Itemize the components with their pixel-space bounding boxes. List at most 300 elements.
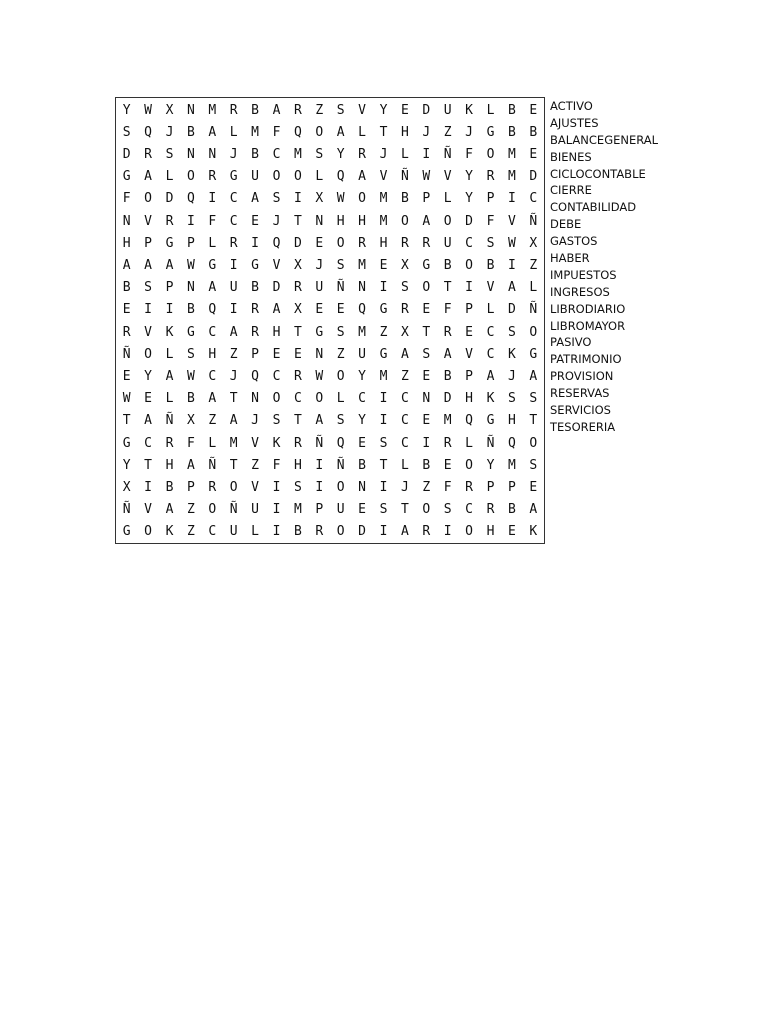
- grid-cell: Z: [443, 124, 452, 140]
- grid-cell: M: [379, 368, 388, 384]
- grid-cell: B: [507, 102, 516, 118]
- grid-cell: G: [529, 346, 538, 362]
- grid-cell: T: [293, 324, 302, 340]
- grid-cell: E: [422, 413, 431, 429]
- grid-cell: A: [208, 280, 217, 296]
- grid-cell: F: [122, 191, 131, 207]
- grid-cell: J: [229, 368, 238, 384]
- grid-cell: O: [400, 213, 409, 229]
- grid-cell: T: [144, 457, 152, 473]
- grid-cell: L: [443, 191, 452, 207]
- grid-cell: P: [507, 479, 516, 495]
- grid-cell: N: [422, 391, 431, 407]
- grid-cell: Y: [122, 102, 131, 118]
- grid-cell: I: [272, 502, 281, 518]
- grid-cell: S: [529, 391, 538, 407]
- grid-cell: A: [229, 413, 238, 429]
- grid-cell: N: [186, 280, 195, 296]
- grid-cell: W: [122, 391, 131, 407]
- grid-cell: Q: [465, 413, 473, 429]
- grid-cell: G: [122, 524, 131, 540]
- grid-cell: M: [208, 102, 217, 118]
- grid-cell: G: [229, 169, 238, 185]
- grid-cell: I: [293, 191, 302, 207]
- grid-cell: O: [465, 457, 473, 473]
- grid-cell: J: [400, 479, 409, 495]
- word-list-item: LIBROMAYOR: [550, 318, 626, 333]
- grid-cell: E: [315, 235, 324, 251]
- grid-cell: J: [229, 146, 238, 162]
- grid-cell: P: [315, 502, 324, 518]
- grid-cell: S: [336, 102, 345, 118]
- grid-cell: Q: [186, 191, 195, 207]
- grid-cell: C: [208, 524, 217, 540]
- grid-cell: R: [486, 502, 495, 518]
- grid-cell: S: [165, 146, 174, 162]
- grid-cell: I: [422, 146, 431, 162]
- grid-cell: M: [507, 169, 516, 185]
- grid-cell: F: [486, 213, 495, 229]
- grid-cell: U: [251, 502, 259, 518]
- grid-cell: L: [358, 124, 366, 140]
- grid-cell: S: [336, 257, 345, 273]
- grid-cell: H: [507, 413, 516, 429]
- grid-cell: L: [465, 435, 473, 451]
- grid-cell: V: [507, 213, 516, 229]
- grid-cell: V: [465, 346, 473, 362]
- grid-cell: B: [507, 502, 516, 518]
- grid-cell: D: [272, 280, 281, 296]
- grid-cell: R: [358, 235, 366, 251]
- grid-cell: W: [186, 257, 195, 273]
- grid-cell: H: [208, 346, 217, 362]
- grid-cell: E: [529, 102, 538, 118]
- grid-cell: Q: [251, 368, 259, 384]
- grid-cell: C: [486, 324, 495, 340]
- grid-cell: C: [272, 146, 281, 162]
- grid-cell: O: [336, 368, 345, 384]
- grid-cell: D: [358, 524, 366, 540]
- grid-cell: B: [186, 124, 195, 140]
- grid-cell: P: [422, 191, 431, 207]
- grid-cell: A: [422, 213, 431, 229]
- grid-cell: A: [315, 413, 324, 429]
- grid-cell: A: [186, 457, 195, 473]
- grid-cell: B: [251, 102, 259, 118]
- grid-cell: T: [293, 213, 302, 229]
- grid-cell: O: [186, 169, 195, 185]
- grid-cell: Y: [336, 146, 345, 162]
- grid-cell: B: [251, 146, 259, 162]
- grid-cell: C: [465, 502, 473, 518]
- grid-cell: R: [358, 146, 366, 162]
- grid-cell: S: [144, 280, 152, 296]
- grid-cell: R: [422, 235, 431, 251]
- grid-cell: G: [122, 435, 131, 451]
- grid-cell: O: [208, 502, 217, 518]
- grid-cell: C: [358, 391, 366, 407]
- grid-cell: R: [400, 302, 409, 318]
- grid-cell: B: [358, 457, 366, 473]
- grid-cell: Z: [529, 257, 538, 273]
- grid-cell: F: [272, 124, 281, 140]
- grid-cell: X: [315, 191, 324, 207]
- grid-cell: T: [443, 280, 452, 296]
- grid-cell: F: [465, 146, 473, 162]
- word-list-item: RESERVAS: [550, 386, 610, 401]
- grid-cell: P: [465, 368, 473, 384]
- grid-cell: H: [400, 124, 409, 140]
- grid-cell: K: [165, 524, 174, 540]
- grid-cell: T: [122, 413, 131, 429]
- grid-cell: V: [486, 280, 495, 296]
- grid-cell: O: [144, 346, 152, 362]
- word-list: [550, 98, 658, 436]
- grid-cell: E: [422, 302, 431, 318]
- grid-cell: S: [186, 346, 195, 362]
- grid-cell: F: [272, 457, 281, 473]
- grid-cell: R: [443, 435, 452, 451]
- grid-cell: R: [486, 169, 495, 185]
- grid-cell: S: [486, 235, 495, 251]
- grid-cell: S: [293, 479, 302, 495]
- grid-cell: E: [293, 346, 302, 362]
- grid-cell: B: [293, 524, 302, 540]
- grid-cell: N: [251, 391, 259, 407]
- grid-cell: I: [443, 524, 452, 540]
- grid-cell: V: [251, 435, 259, 451]
- grid-cell: Z: [229, 346, 238, 362]
- grid-cell: I: [251, 235, 259, 251]
- grid-cell: S: [379, 502, 388, 518]
- grid-cell: R: [144, 146, 152, 162]
- grid-cell: N: [358, 280, 366, 296]
- grid-cell: O: [144, 191, 152, 207]
- grid-cell: U: [358, 346, 366, 362]
- grid-cell: A: [144, 413, 152, 429]
- grid-cell: E: [358, 502, 366, 518]
- grid-cell: I: [144, 302, 152, 318]
- grid-cell: X: [293, 257, 302, 273]
- grid-cell: B: [122, 280, 131, 296]
- grid-cell: F: [443, 479, 452, 495]
- word-list-item: ACTIVO: [550, 99, 593, 113]
- grid-cell: L: [336, 391, 345, 407]
- grid-cell: Q: [336, 169, 345, 185]
- grid-cell: O: [486, 146, 495, 162]
- grid-cell: O: [272, 169, 281, 185]
- grid-cell: O: [443, 213, 452, 229]
- grid-cell: L: [165, 169, 174, 185]
- grid-cell: J: [272, 213, 281, 229]
- grid-cell: E: [358, 435, 366, 451]
- grid-cell: R: [165, 213, 174, 229]
- grid-cell: R: [293, 280, 302, 296]
- grid-cell: M: [251, 124, 259, 140]
- word-list-item: BALANCEGENERAL: [550, 132, 659, 147]
- grid-cell: E: [315, 302, 324, 318]
- grid-cell: O: [358, 191, 366, 207]
- grid-cell: D: [529, 169, 538, 185]
- grid-cell: M: [443, 413, 452, 429]
- grid-cell: J: [379, 146, 388, 162]
- grid-cell: M: [229, 435, 238, 451]
- grid-cell: D: [507, 302, 516, 318]
- grid-cell: C: [293, 391, 302, 407]
- grid-cell: E: [507, 524, 516, 540]
- grid-cell: A: [208, 124, 217, 140]
- grid-cell: E: [379, 257, 388, 273]
- grid-cell: T: [379, 457, 388, 473]
- grid-cell: I: [315, 479, 324, 495]
- grid-cell: I: [379, 280, 388, 296]
- grid-cell: G: [486, 413, 495, 429]
- grid-cell: X: [293, 302, 302, 318]
- grid-cell: S: [315, 146, 324, 162]
- grid-cell: A: [165, 368, 174, 384]
- grid-cell: J: [422, 124, 431, 140]
- grid-cell: S: [507, 324, 516, 340]
- grid-cell: O: [315, 391, 324, 407]
- grid-cell: Ñ: [122, 502, 131, 518]
- grid-cell: M: [507, 146, 516, 162]
- word-list-item: IMPUESTOS: [550, 267, 617, 282]
- grid-cell: A: [122, 257, 131, 273]
- grid-cell: P: [486, 479, 495, 495]
- grid-cell: S: [507, 391, 516, 407]
- grid-cell: K: [529, 524, 538, 540]
- grid-cell: U: [229, 280, 238, 296]
- grid-cell: Y: [486, 457, 495, 473]
- grid-cell: Ñ: [315, 435, 324, 451]
- word-list-item: PATRIMONIO: [550, 352, 622, 367]
- grid-cell: V: [443, 169, 452, 185]
- grid-cell: F: [443, 302, 452, 318]
- grid-cell: B: [165, 479, 174, 495]
- grid-cell: Z: [422, 479, 431, 495]
- grid-cell: P: [144, 235, 152, 251]
- grid-cell: T: [379, 124, 388, 140]
- grid-cell: O: [422, 502, 431, 518]
- grid-cell: I: [208, 191, 217, 207]
- grid-cell: U: [443, 235, 452, 251]
- grid-cell: M: [507, 457, 516, 473]
- grid-cell: S: [443, 502, 452, 518]
- grid-cell: F: [208, 213, 217, 229]
- grid-cell: N: [122, 213, 131, 229]
- grid-cell: J: [251, 413, 259, 429]
- grid-cell: K: [465, 102, 473, 118]
- grid-cell: W: [507, 235, 516, 251]
- grid-cell: E: [529, 146, 538, 162]
- grid-cell: B: [186, 302, 195, 318]
- grid-cell: P: [186, 479, 195, 495]
- grid-cell: L: [208, 235, 217, 251]
- grid-cell: B: [443, 368, 452, 384]
- grid-cell: J: [465, 124, 473, 140]
- grid-cell: R: [208, 169, 217, 185]
- grid-cell: D: [422, 102, 431, 118]
- grid-cell: Z: [251, 457, 259, 473]
- grid-cell: G: [122, 169, 131, 185]
- grid-cell: R: [229, 235, 238, 251]
- grid-cell: L: [486, 102, 495, 118]
- grid-cell: K: [165, 324, 174, 340]
- grid-cell: H: [379, 235, 388, 251]
- grid-cell: B: [422, 457, 431, 473]
- grid-cell: B: [251, 280, 259, 296]
- grid-cell: B: [507, 124, 516, 140]
- grid-cell: O: [272, 391, 281, 407]
- grid-cell: M: [379, 191, 388, 207]
- grid-cell: I: [272, 479, 281, 495]
- grid-cell: O: [465, 524, 473, 540]
- grid-cell: S: [336, 324, 345, 340]
- grid-cell: Q: [336, 435, 345, 451]
- word-search-grid: [115, 97, 545, 544]
- grid-cell: T: [400, 502, 409, 518]
- word-list-item: CICLOCONTABLE: [550, 166, 646, 181]
- grid-cell: P: [465, 302, 473, 318]
- grid-cell: T: [229, 457, 238, 473]
- grid-cell: I: [507, 257, 516, 273]
- grid-cell: L: [529, 280, 538, 296]
- grid-cell: Ñ: [165, 413, 174, 429]
- grid-cell: C: [400, 391, 409, 407]
- grid-cell: X: [529, 235, 538, 251]
- grid-cell: A: [144, 169, 152, 185]
- grid-cell: I: [144, 479, 152, 495]
- grid-cell: M: [293, 146, 302, 162]
- grid-cell: C: [208, 368, 217, 384]
- grid-cell: A: [443, 346, 452, 362]
- grid-cell: R: [251, 302, 259, 318]
- grid-cell: O: [293, 169, 302, 185]
- grid-cell: D: [293, 235, 302, 251]
- grid-cell: L: [165, 346, 174, 362]
- word-list-item: SERVICIOS: [550, 403, 611, 418]
- grid-cell: V: [251, 479, 259, 495]
- grid-cell: S: [529, 457, 538, 473]
- grid-cell: O: [336, 479, 345, 495]
- grid-cell: I: [315, 457, 324, 473]
- grid-cell: D: [122, 146, 131, 162]
- grid-cell: K: [272, 435, 281, 451]
- grid-cell: S: [336, 413, 345, 429]
- grid-cell: P: [186, 235, 195, 251]
- grid-cell: C: [486, 346, 495, 362]
- word-list-item: AJUSTES: [550, 115, 599, 130]
- grid-cell: U: [251, 169, 259, 185]
- grid-cell: G: [379, 302, 388, 318]
- grid-cell: E: [272, 346, 281, 362]
- grid-cell: Ñ: [400, 169, 409, 185]
- grid-cell: L: [400, 457, 409, 473]
- grid-cell: T: [529, 413, 538, 429]
- grid-cell: C: [400, 435, 409, 451]
- grid-cell: R: [293, 368, 302, 384]
- grid-cell: K: [507, 346, 516, 362]
- grid-cell: A: [336, 124, 345, 140]
- grid-cell: J: [315, 257, 324, 273]
- grid-cell: I: [165, 302, 174, 318]
- grid-cell: W: [336, 191, 345, 207]
- grid-cell: A: [272, 102, 281, 118]
- grid-cell: A: [272, 302, 281, 318]
- grid-cell: Z: [400, 368, 409, 384]
- word-list-item: CIERRE: [550, 183, 592, 198]
- grid-cell: A: [529, 502, 538, 518]
- grid-cell: D: [465, 213, 473, 229]
- grid-cell: R: [443, 324, 452, 340]
- grid-cell: A: [251, 191, 259, 207]
- grid-cell: U: [336, 502, 345, 518]
- grid-cell: P: [486, 191, 495, 207]
- grid-cell: S: [422, 346, 431, 362]
- grid-cell: W: [186, 368, 195, 384]
- grid-cell: N: [186, 102, 195, 118]
- grid-cell: L: [208, 435, 217, 451]
- grid-cell: V: [379, 169, 388, 185]
- grid-cell: N: [186, 146, 195, 162]
- grid-cell: G: [165, 235, 174, 251]
- grid-cell: H: [465, 391, 473, 407]
- grid-cell: C: [229, 213, 238, 229]
- grid-cell: P: [251, 346, 259, 362]
- word-list-item: BIENES: [550, 149, 592, 164]
- grid-cell: O: [465, 257, 473, 273]
- grid-cell: Y: [122, 457, 131, 473]
- grid-cell: F: [186, 435, 195, 451]
- grid-cell: Z: [186, 524, 195, 540]
- grid-cell: L: [229, 124, 238, 140]
- grid-cell: J: [507, 368, 516, 384]
- grid-cell: E: [400, 102, 409, 118]
- grid-cell: I: [379, 479, 388, 495]
- grid-cell: W: [422, 169, 431, 185]
- grid-cell: B: [400, 191, 409, 207]
- grid-cell: C: [144, 435, 152, 451]
- grid-cell: I: [229, 257, 238, 273]
- grid-cell: Ñ: [208, 457, 217, 473]
- grid-cell: C: [272, 368, 281, 384]
- grid-cell: S: [272, 413, 281, 429]
- grid-cell: H: [272, 324, 281, 340]
- grid-cell: O: [422, 280, 431, 296]
- grid-cell: Y: [465, 169, 473, 185]
- grid-cell: G: [208, 257, 217, 273]
- word-list-item: PROVISION: [550, 369, 614, 384]
- grid-cell: A: [208, 391, 217, 407]
- grid-cell: Ñ: [229, 502, 238, 518]
- grid-cell: E: [122, 302, 131, 318]
- grid-cell: N: [208, 146, 217, 162]
- grid-cell: Ñ: [336, 457, 345, 473]
- grid-cell: I: [379, 391, 388, 407]
- grid-cell: Q: [272, 235, 281, 251]
- grid-cell: S: [400, 280, 409, 296]
- grid-cell: I: [465, 280, 473, 296]
- grid-cell: V: [272, 257, 281, 273]
- grid-cell: D: [165, 191, 174, 207]
- grid-cell: Ñ: [529, 302, 538, 318]
- grid-cell: G: [486, 124, 495, 140]
- grid-cell: H: [165, 457, 174, 473]
- grid-cell: C: [208, 324, 217, 340]
- grid-cell: X: [122, 479, 131, 495]
- grid-cell: B: [529, 124, 538, 140]
- grid-cell: A: [507, 280, 516, 296]
